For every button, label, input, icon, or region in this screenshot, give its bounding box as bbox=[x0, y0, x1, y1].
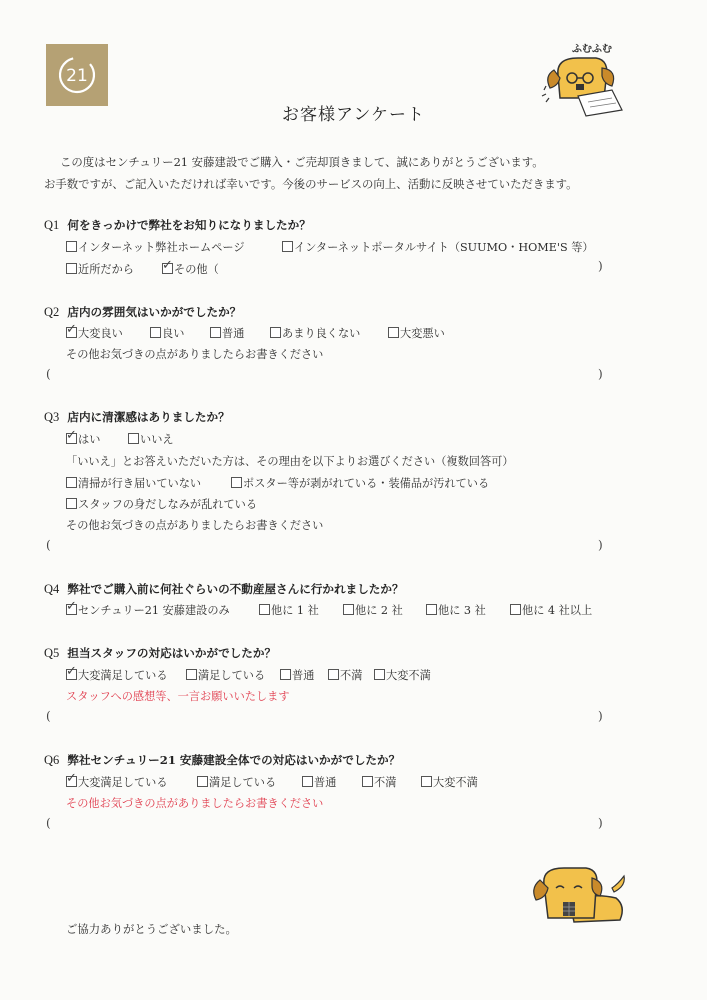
checkbox[interactable] bbox=[510, 604, 521, 615]
option-label: その他（ bbox=[174, 263, 219, 276]
mascot-lying-illustration bbox=[530, 862, 630, 930]
option-label: 大変満足している bbox=[78, 669, 168, 682]
q4-option-4plus[interactable] bbox=[510, 602, 592, 618]
option-label: 満足している bbox=[198, 669, 266, 682]
check-mark-icon: ✓ bbox=[66, 771, 77, 786]
q2-option-normal[interactable] bbox=[210, 325, 244, 341]
q5-option-dissatisfied[interactable] bbox=[328, 667, 362, 683]
check-mark-icon: ✓ bbox=[162, 258, 173, 273]
q6-open-paren: ( bbox=[46, 816, 51, 830]
checkbox-checked[interactable] bbox=[66, 664, 77, 680]
option-label: インターネットポータルサイト（SUUMO・HOME'S 等） bbox=[294, 241, 594, 254]
q6-text: 弊社センチュリー21 安藤建設全体での対応はいかがでしたか？ bbox=[67, 753, 401, 767]
q1-number: Q1 bbox=[44, 218, 60, 232]
q3-reason-cleaning[interactable] bbox=[66, 475, 201, 491]
check-mark-icon: ✓ bbox=[66, 322, 77, 337]
option-label: いいえ bbox=[140, 433, 174, 446]
q3-reason-poster[interactable] bbox=[231, 475, 489, 491]
q2-option-very-good[interactable] bbox=[66, 322, 123, 341]
intro-line-2: お手数ですが、ご記入いただければ幸いです。今後のサービスの向上、活動に反映させていただきます。 bbox=[44, 177, 578, 191]
q1-text: 何をきっかけで弊社をお知りになりましたか？ bbox=[67, 218, 311, 232]
q6-option-very-dissatisfied[interactable] bbox=[421, 774, 478, 790]
century21-logo bbox=[46, 44, 108, 106]
checkbox[interactable] bbox=[426, 604, 437, 615]
q4-option-2[interactable] bbox=[343, 602, 403, 618]
check-mark-icon: ✓ bbox=[66, 599, 77, 614]
option-label: ポスター等が剥がれている・装備品が汚れている bbox=[243, 477, 490, 490]
option-label: 清掃が行き届いていない bbox=[78, 477, 202, 490]
checkbox[interactable] bbox=[259, 604, 270, 615]
q6-option-dissatisfied[interactable] bbox=[362, 774, 396, 790]
q1-option-homepage[interactable] bbox=[66, 239, 245, 255]
option-label: 満足している bbox=[209, 776, 277, 789]
q2-close-paren: ) bbox=[598, 367, 603, 381]
option-label: 普通 bbox=[292, 669, 315, 682]
q2-option-very-bad[interactable] bbox=[388, 325, 445, 341]
option-label: 大変不満 bbox=[433, 776, 478, 789]
checkbox[interactable] bbox=[282, 241, 293, 252]
option-label: スタッフの身だしなみが乱れている bbox=[78, 498, 258, 511]
q6-option-satisfied[interactable] bbox=[197, 774, 276, 790]
q2-note: その他お気づきの点がありましたらお書きください bbox=[66, 348, 324, 361]
thank-you-footer: ご協力ありがとうございました。 bbox=[66, 922, 237, 936]
q3-reason-staff[interactable] bbox=[66, 496, 257, 512]
checkbox[interactable] bbox=[343, 604, 354, 615]
checkbox-checked[interactable] bbox=[66, 771, 77, 787]
checkbox[interactable] bbox=[328, 669, 339, 680]
option-label: 他に 1 社 bbox=[271, 604, 319, 617]
option-label: 大変良い bbox=[78, 327, 123, 340]
q2-option-good[interactable] bbox=[150, 325, 184, 341]
q3-sub-note: 「いいえ」とお答えいただいた方は、その理由を以下よりお選びください（複数回答可） bbox=[66, 455, 514, 468]
option-label: 不満 bbox=[340, 669, 363, 682]
q3-option-yes[interactable] bbox=[66, 428, 101, 447]
q5-heading bbox=[44, 645, 276, 661]
q5-close-paren: ) bbox=[598, 709, 603, 723]
option-label: あまり良くない bbox=[282, 327, 361, 340]
q4-heading bbox=[44, 581, 404, 597]
option-label: 不満 bbox=[374, 776, 397, 789]
q6-option-very-satisfied[interactable] bbox=[66, 771, 168, 790]
logo-text: 21 bbox=[66, 66, 88, 86]
option-label: 近所だから bbox=[78, 263, 134, 276]
checkbox[interactable] bbox=[362, 776, 373, 787]
q2-option-not-good[interactable] bbox=[270, 325, 360, 341]
q5-note: スタッフへの感想等、一言お願いいたします bbox=[66, 690, 290, 703]
checkbox[interactable] bbox=[210, 327, 221, 338]
q5-number: Q5 bbox=[44, 646, 60, 660]
checkbox[interactable] bbox=[186, 669, 197, 680]
checkbox[interactable] bbox=[374, 669, 385, 680]
q1-other-close-paren: ) bbox=[598, 259, 603, 273]
option-label: インターネット弊社ホームページ bbox=[78, 241, 245, 254]
q6-number: Q6 bbox=[44, 753, 60, 767]
q6-heading bbox=[44, 752, 400, 768]
checkbox[interactable] bbox=[197, 776, 208, 787]
checkbox[interactable] bbox=[270, 327, 281, 338]
q3-close-paren: ) bbox=[598, 538, 603, 552]
option-label: センチュリー21 安藤建設のみ bbox=[78, 604, 230, 617]
q1-option-nearby[interactable] bbox=[66, 261, 134, 277]
q1-option-portal[interactable] bbox=[282, 239, 594, 255]
checkbox[interactable] bbox=[66, 263, 77, 274]
q4-option-only-us[interactable] bbox=[66, 599, 230, 618]
option-label: 普通 bbox=[314, 776, 337, 789]
check-mark-icon: ✓ bbox=[66, 664, 77, 679]
checkbox[interactable] bbox=[388, 327, 399, 338]
q2-open-paren: ( bbox=[46, 367, 51, 381]
intro-line-1: この度はセンチュリー21 安藤建設でご購入・ご売却頂きまして、誠にありがとうございます。 bbox=[60, 155, 544, 169]
q3-option-no[interactable] bbox=[128, 431, 174, 447]
checkbox-checked[interactable] bbox=[66, 322, 77, 338]
q1-option-other[interactable] bbox=[162, 258, 219, 277]
q6-close-paren: ) bbox=[598, 816, 603, 830]
mascot-caption: ふむふむ bbox=[572, 44, 612, 55]
option-label: はい bbox=[78, 433, 101, 446]
q5-option-satisfied[interactable] bbox=[186, 667, 265, 683]
q5-open-paren: ( bbox=[46, 709, 51, 723]
checkbox[interactable] bbox=[231, 477, 242, 488]
q4-text: 弊社でご購入前に何社ぐらいの不動産屋さんに行かれましたか？ bbox=[67, 582, 404, 596]
checkbox[interactable] bbox=[421, 776, 432, 787]
checkbox[interactable] bbox=[66, 477, 77, 488]
checkbox-checked[interactable] bbox=[66, 599, 77, 615]
option-label: 他に 2 社 bbox=[355, 604, 403, 617]
checkbox[interactable] bbox=[128, 433, 139, 444]
q3-heading bbox=[44, 409, 230, 425]
q3-note: その他お気づきの点がありましたらお書きください bbox=[66, 519, 324, 532]
q4-option-1[interactable] bbox=[259, 602, 319, 618]
q6-option-normal[interactable] bbox=[302, 774, 336, 790]
page-title: お客様アンケート bbox=[282, 105, 425, 125]
option-label: 良い bbox=[162, 327, 185, 340]
option-label: 他に 3 社 bbox=[438, 604, 486, 617]
checkbox-checked[interactable] bbox=[162, 258, 173, 274]
check-mark-icon: ✓ bbox=[66, 428, 77, 443]
q4-number: Q4 bbox=[44, 582, 60, 596]
checkbox[interactable] bbox=[66, 241, 77, 252]
checkbox[interactable] bbox=[150, 327, 161, 338]
option-label: 普通 bbox=[222, 327, 245, 340]
checkbox[interactable] bbox=[66, 498, 77, 509]
q3-open-paren: ( bbox=[46, 538, 51, 552]
q4-option-3[interactable] bbox=[426, 602, 486, 618]
q6-note: その他お気づきの点がありましたらお書きください bbox=[66, 797, 324, 810]
checkbox-checked[interactable] bbox=[66, 428, 77, 444]
option-label: 他に 4 社以上 bbox=[522, 604, 593, 617]
q5-text: 担当スタッフの対応はいかがでしたか？ bbox=[67, 646, 277, 660]
checkbox[interactable] bbox=[280, 669, 291, 680]
option-label: 大変満足している bbox=[78, 776, 168, 789]
q2-heading bbox=[44, 304, 241, 320]
q2-text: 店内の雰囲気はいかがでしたか？ bbox=[67, 305, 242, 319]
q3-number: Q3 bbox=[44, 410, 60, 424]
q2-number: Q2 bbox=[44, 305, 60, 319]
q5-option-very-dissatisfied[interactable] bbox=[374, 667, 431, 683]
q1-heading bbox=[44, 217, 311, 233]
checkbox[interactable] bbox=[302, 776, 313, 787]
option-label: 大変悪い bbox=[400, 327, 445, 340]
q3-text: 店内に清潔感はありましたか？ bbox=[67, 410, 230, 424]
q5-option-normal[interactable] bbox=[280, 667, 314, 683]
option-label: 大変不満 bbox=[386, 669, 431, 682]
q5-option-very-satisfied[interactable] bbox=[66, 664, 168, 683]
